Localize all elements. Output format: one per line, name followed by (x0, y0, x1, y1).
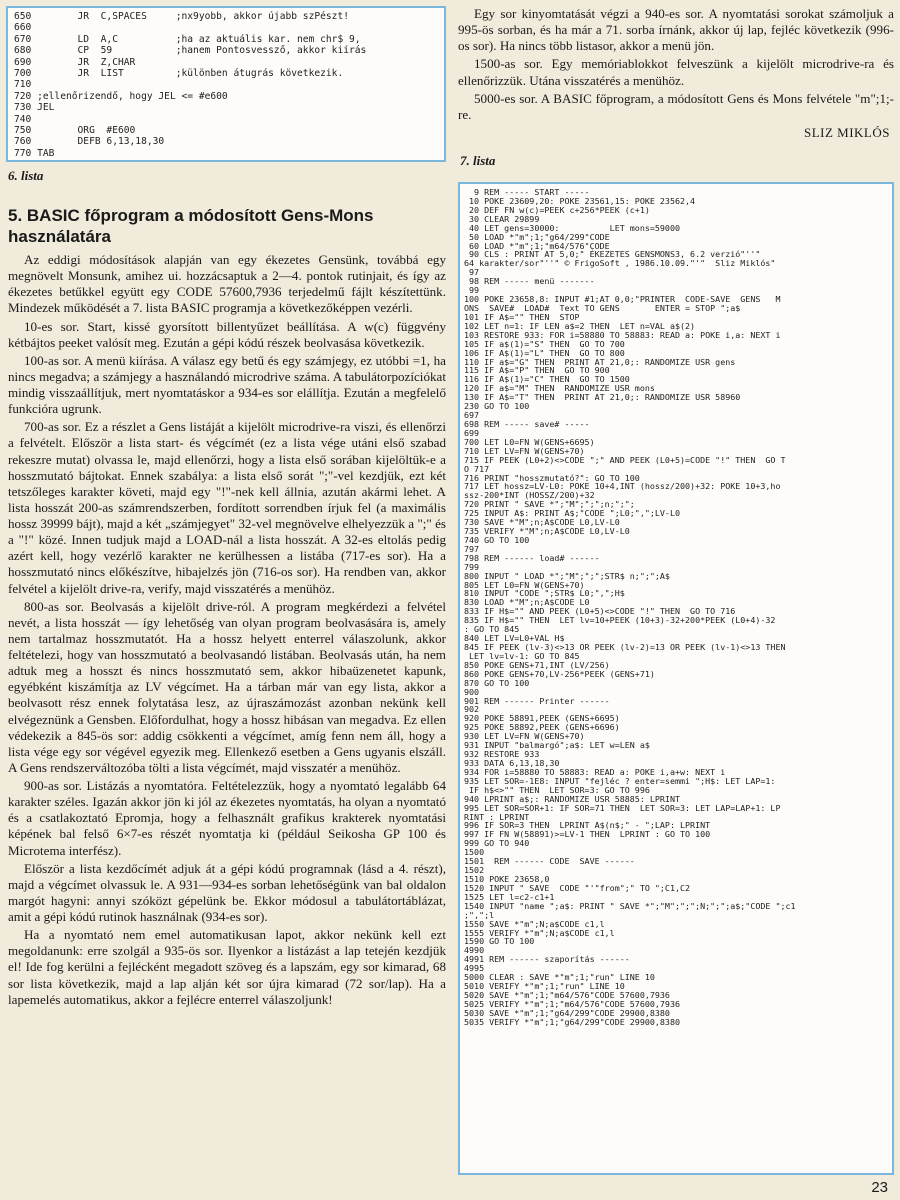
code-line: 115 IF A$="P" THEN GO TO 900 (464, 365, 610, 376)
code-line: 720 ;ellenőrizendő, hogy JEL <= #e600 (14, 90, 228, 102)
code-line: 40 LET gens=30000: LET mons=59000 (464, 222, 681, 233)
article-paragraph: 800-as sor. Beolvasás a kijelölt drive-ról. A program megkérdezi a felvétel nevét, a lista hosszát — így lehetőség van olyan program beolvasására is, amely nem tartalmaz hosszmutatót. Ha a hossz helyett enterrel válaszolunk, akkor feltételezi, hogy van hosszmutató a beolvasandó listában. Beolvasás után, ha nem adtuk meg a hosszt és nincs hosszmutató sem, akkor hibaüzenetet kapunk, egyébként kiszámítja az LV végcímet. Ha a tárban már van egy lista, akkor a beolvasott rész ennek folytatása lesz, az újraszámozást azonban nekünk kell elvégeznünk a Gensben. Előfordulhat, hogy a hossz hibásan van megadva. Ez ellen védekezik a 845-ös sor: addig csökkenti a végcímet, amíg fenn nem áll, hogy a lista vége egy sor végével egyezik meg. Ellenkező esetben a Gens ugyanis elszáll. A Gens rendszerváltozóba tölti a lista végcímét, majd visszatér a menühöz. (8, 598, 446, 775)
code-line: RINT : LPRINT (464, 811, 530, 822)
code-line: 670 LD A,C ;ha az aktuális kar. nem chr$ 9, (14, 33, 361, 45)
code-line: 840 LET LV=L0+VAL H$ (464, 633, 565, 644)
code-line: 103 RESTORE 933: FOR i=58880 TO 58883: READ a: POKE i,a: NEXT i (464, 329, 781, 340)
code-line: 680 CP 59 ;hanem Pontosvessző, akkor kiírás (14, 45, 367, 57)
code-listing-7 (458, 182, 894, 1175)
code-line: 997 IF FN W(58891)>=LV-1 THEN LPRINT : GO TO 100 (464, 829, 711, 840)
code-line: 716 PRINT "hosszmutató?": GO TO 100 (464, 472, 640, 483)
article-paragraph: 5000-es sor. A BASIC főprogram, a módosított Gens és Mons felvétele "m";1;-re. (458, 90, 894, 122)
code-line: 830 LOAD *"M";n;A$CODE L0 (464, 597, 590, 608)
code-line: 715 IF PEEK (L0+2)<>CODE ";" AND PEEK (L0+5)=CODE "!" THEN GO T (464, 454, 786, 465)
code-line: 1540 INPUT "name ";a$: PRINT " SAVE *";"M";";";N;";";a$;"CODE ";c1 (464, 900, 796, 911)
code-line: 930 LET LV=FN W(GENS+70) (464, 731, 585, 742)
code-line: 799 (464, 561, 480, 572)
code-line: LET lv=lv-1: GO TO 845 (464, 650, 580, 661)
article-paragraph: Egy sor kinyomtatását végzi a 940-es sor. A nyomtatási sorokat számoljuk a 995-ös sorban, és ha már a 71. sorba írnánk, akkor új lap, fejléc következik (996-os sor). Ha nincs több listasor, akkor a menü jön. (458, 6, 894, 54)
code-line: 102 LET n=1: IF LEN a$=2 THEN LET n=VAL a$(2) (464, 320, 696, 331)
code-line: 932 RESTORE 933 (464, 749, 540, 760)
code-line: 101 IF A$="" THEN STOP (464, 311, 580, 322)
code-line: 60 LOAD *"m";1;"m64/576"CODE (464, 240, 610, 251)
code-line: 1500 (464, 847, 485, 858)
code-line: 798 REM ------ load# ------ (464, 552, 600, 563)
code-line: 5030 SAVE *"m";1;"g64/299"CODE 29900,8380 (464, 1007, 670, 1018)
code-line: 105 IF a$(1)="S" THEN GO TO 700 (464, 338, 625, 349)
code-line: 835 IF H$="" THEN LET lv=10+PEEK (10+3)-32+200*PEEK (L0+4)-32 (464, 615, 776, 626)
code-line: ONS SAVE# LOAD# Text TO GENS ENTER = STOP ";a$ (464, 302, 741, 313)
code-line: 725 INPUT A$: PRINT A$;"CODE ";L0;",";LV-L0 (464, 508, 681, 519)
code-line: 850 POKE GENS+71,INT (LV/256) (464, 659, 610, 670)
code-line: 720 PRINT " SAVE *";"M";";";n;";"; (464, 499, 635, 510)
code-line: 98 REM ----- menü ------- (464, 276, 595, 287)
code-line: 900 (464, 686, 480, 697)
code-line: 5020 SAVE *"m";1;"m64/576"CODE 57600,7936 (464, 989, 670, 1000)
code-line: 64 karakter/sor"''" © FrigoSoft , 1986.10.09."'" Sliz Miklós" (464, 258, 776, 269)
code-line: 933 DATA 6,13,18,30 (464, 758, 560, 768)
article-paragraph: 700-as sor. Ez a részlet a Gens listáját a kijelölt microdrive-ra viszi, és ellenőrzi a felvételt. Először a lista start- és végcímét (ez a lista vége utáni első szabad rekeszre mutat) olvassa le, majd ellenőrzi, hogy a lista első sorában kijelöltük-e a hosszmutató bájtokat. Ennek szabálya: a lista első sorát ";"-vel kezdjük, ezt két tetszőleges karakter követi, majd egy "!"-nek kell állnia, azután akármi lehet. A lista hosszát 200-as számrendszerben, fordított sorrendben írjuk fel (a maximális hossz 39999 bájt), majd a két „számjegyet" 32-vel megnövelve elhelyezzük a ";" és a "!" közé. Innen tudjuk majd a LOAD-nál a lista hosszát. A 32-es eltolás pedig azért kell, hogy vezérlő karakter ne kerülhessen a listába (717-es sor). Ha a hosszmutató nincs előkészítve, hibajelzés jön (716-os sor). Ha rendben van, akkor felvétel a kijelölt drive-ra, verify, majd visszatérés a menühöz. (8, 419, 446, 596)
code-line: 710 (14, 79, 32, 91)
code-line: 833 IF H$="" AND PEEK (L0+5)<>CODE "!" THEN GO TO 716 (464, 606, 736, 617)
code-line: 1502 (464, 865, 485, 876)
code-line: 717 LET hossz=LV-L0: POKE 10+4,INT (hossz/200)+32: POKE 10+3,ho (464, 481, 781, 492)
code-line: 931 INPUT "balmargó";a$: LET w=LEN a$ (464, 740, 650, 751)
code-line: 30 CLEAR 29899 (464, 213, 540, 224)
code-line: 1520 INPUT " SAVE CODE "'"from";" TO ";C1,C2 (464, 882, 691, 893)
code-line: 810 INPUT "CODE ";STR$ L0;",";H$ (464, 588, 625, 599)
code-line: IF h$<>"" THEN LET SOR=3: GO TO 996 (464, 784, 650, 795)
code-line: 996 IF SOR=3 THEN LPRINT A$(n$;" - ";LAP: LPRINT (464, 820, 711, 831)
code-line: 940 LPRINT a$;: RANDOMIZE USR 58885: LPRINT (464, 793, 681, 804)
code-line: 700 JR LIST ;különben átugrás következik. (14, 68, 344, 80)
article-paragraph: 900-as sor. Listázás a nyomtatóra. Feltételezzük, hogy a nyomtató legalább 64 karakter széles. Igazán akkor jön ki jól az ékezetes nyomtatás, ha olyan a nyomtató és a csatlakoztató Epromja, hogy a felhasznált grafikus krakterek nyomtatási képének bal felső 6×7-es részét nyomtatja ki (például Seikosha GP 100 és Microtema interfész). (8, 778, 446, 858)
author-signature: SLIZ MIKLÓS (803, 125, 890, 140)
code-line: 5035 VERIFY *"m";1;"g64/299"CODE 29900,8380 (464, 1016, 681, 1027)
code-line: 5025 VERIFY *"m";1;"m64/576"CODE 57600,7936 (464, 998, 681, 1009)
code-line: 925 POKE 58892,PEEK (GENS+6696) (464, 722, 620, 733)
code-line: 690 JR Z,CHAR (14, 56, 136, 68)
code-line: 750 ORG #E600 (14, 125, 136, 137)
code-line: 1510 POKE 23658,0 (464, 873, 550, 884)
code-line: 1525 LET l=c2-c1+1 (464, 891, 555, 902)
code-listing-6 (6, 6, 446, 162)
code-line: 10 POKE 23609,20: POKE 23561,15: POKE 23562,4 (464, 195, 696, 206)
code-line: 99 (464, 285, 480, 296)
article-paragraph: Először a lista kezdőcímét adjuk át a gépi kódú programnak (lásd a 4. részt), majd a végcímet olvassuk le. A 931—934-es sorban lehetőségünk van bal oldalon margót hagyni: annyi szóközt gépelünk be. Ekkor módosul a tabulátortáblázat, amit a gépi kódú rutinok használnak (934-es sor). (8, 860, 446, 924)
code-line: : GO TO 845 (464, 624, 520, 635)
code-line: 110 IF a$="G" THEN PRINT AT 21,0;: RANDOMIZE USR gens (464, 356, 736, 367)
code-line: 735 VERIFY *"M";n;A$CODE L0,LV-L0 (464, 526, 630, 537)
code-line: 901 REM ------ Printer ------ (464, 695, 610, 706)
code-line: 699 (464, 427, 480, 438)
code-line: 995 LET SOR=SOR+1: IF SOR=71 THEN LET SOR=3: LET LAP=LAP+1: LP (464, 802, 781, 813)
code-line: 4995 (464, 963, 485, 974)
code-line: 650 JR C,SPACES ;nx9yobb, akkor újabb szPészt! (14, 11, 350, 22)
article-paragraph: Az eddigi módosítások alapján van egy ékezetes Gensünk, továbbá egy megnövelt Monsunk, amihez ui. hozzácsaptuk a 2—4. pontok rutinjait, és így az ékezetes betűkkel együtt egy CODE 57600,7936 terjedelmű fájlt készítettünk. Mindezek működését a 7. lista BASIC programja a következőképpen vezérli. (8, 252, 446, 316)
section-heading: 5. BASIC főprogram a módosított Gens-Mons használatára (8, 206, 374, 246)
code-line: 710 LET LV=FN W(GENS+70) (464, 445, 585, 456)
code-line: 120 IF a$="M" THEN RANDOMIZE USR mons (464, 383, 655, 394)
code-line: 999 GO TO 940 (464, 838, 530, 849)
code-line: 1555 VERIFY *"m";N;a$CODE c1,l (464, 927, 615, 938)
code-line: 1550 SAVE *"m";N;a$CODE c1,l (464, 918, 605, 929)
code-line: 50 LOAD *"m";1;"g64/299"CODE (464, 231, 610, 242)
code-line: 5000 CLEAR : SAVE *"m";1;"run" LINE 10 (464, 972, 655, 983)
code-line: 1501 REM ------ CODE SAVE ------ (464, 856, 635, 867)
code-line: 116 IF A$(1)="C" THEN GO TO 1500 (464, 374, 630, 385)
code-line: ;",";l (464, 909, 495, 920)
code-line: 130 IF A$="T" THEN PRINT AT 21,0;: RANDOMIZE USR 58960 (464, 392, 741, 403)
listing-7-caption: 7. lista (460, 153, 496, 168)
code-line: 20 DEF FN w(c)=PEEK c+256*PEEK (c+1) (464, 204, 650, 215)
code-line: 740 GO TO 100 (464, 534, 530, 545)
article-paragraph: 10-es sor. Start, kissé gyorsított billentyűzet beállítása. A w(c) függvény kétbájtos peeket valósít meg. Ezután a gépi kódú részek beolvasása következik. (8, 318, 446, 350)
code-line: 740 (14, 113, 32, 125)
page-number: 23 (871, 1179, 888, 1196)
code-line: 697 (464, 410, 480, 421)
code-line: 760 DEFB 6,13,18,30 (14, 136, 165, 148)
code-line: 1590 GO TO 100 (464, 936, 535, 947)
code-line: 730 JEL (14, 102, 55, 114)
code-line: 4990 (464, 945, 485, 956)
article-paragraph: 1500-as sor. Egy memóriablokkot felveszünk a kijelölt microdrive-ra és ellenőrizzük. Utána visszatérés a menühöz. (458, 56, 894, 88)
code-line: 770 TAB (14, 147, 55, 159)
code-line: 660 (14, 22, 32, 34)
article-paragraph: 100-as sor. A menü kiírása. A válasz egy betű és egy számjegy, ez utóbbi =1, ha nincs megadva; a számjegy a használandó microdrive száma. A tabulátorpozíciókat mindig visszaállítjuk, mert nyomtatáskor a 934-es sor elállítja. Ezután a megfelelő funkcióra ugrunk. (8, 352, 446, 417)
listing-6-caption: 6. lista (8, 168, 44, 183)
code-line: 4991 REM ------ szaporítás ------ (464, 954, 630, 965)
code-line: 797 (464, 543, 480, 554)
code-line: 9 REM ----- START ----- (464, 187, 590, 197)
code-line: 920 POKE 58891,PEEK (GENS+6695) (464, 713, 620, 724)
code-line: 870 GO TO 100 (464, 677, 530, 688)
code-line: 845 IF PEEK (lv-3)<>13 OR PEEK (lv-2)=13 OR PEEK (lv-1)<>13 THEN (464, 642, 786, 653)
code-line: 860 POKE GENS+70,LV-256*PEEK (GENS+71) (464, 668, 655, 679)
article-right-column (458, 6, 894, 123)
code-line: 5010 VERIFY *"m";1;"run" LINE 10 (464, 981, 625, 992)
article-left-column (8, 252, 446, 1008)
code-line: 730 SAVE *"M";n;A$CODE L0,LV-L0 (464, 517, 620, 528)
code-line: 230 GO TO 100 (464, 401, 530, 412)
code-line: 934 FOR i=58880 TO 58883: READ a: POKE i,a+w: NEXT i (464, 766, 726, 777)
code-line: 800 INPUT " LOAD *";"M";";";STR$ n;";";A$ (464, 570, 670, 581)
code-line: ssz-200*INT (HOSSZ/200)+32 (464, 490, 595, 501)
code-line: 100 POKE 23658,8: INPUT #1;AT 0,0;"PRINTER CODE-SAVE GENS M (464, 294, 781, 305)
code-line: 90 CLS : PRINT AT 5,0;" ÉKEZETES GENSMONS3, 6.2 verzió"''" (464, 249, 761, 260)
article-paragraph: Ha a nyomtató nem emel automatikusan lapot, akkor nekünk kell ezt megoldanunk: erre szolgál a 935-ös sor. Ilyenkor a listázást a lap tetején kezdjük el! Ide fog kerülni a fejlécként megadott szöveg és a lapszám, egy sor kimarad, 68 sor lista következik, majd a lap alján két sor újra kimarad (72 sor/lap). Ha a lapemelés automatikus, akkor a fejlécre enterrel válaszoljunk! (8, 927, 446, 1007)
code-line: 805 LET L0=FN W(GENS+70) (464, 579, 585, 590)
code-line: O 717 (464, 463, 490, 474)
code-line: 698 REM ----- save# ----- (464, 418, 590, 429)
code-line: 902 (464, 704, 480, 715)
code-line: 935 LET SOR=-1E8: INPUT "fejléc ? enter=semmi ";H$: LET LAP=1: (464, 775, 776, 786)
code-line: 106 IF A$(1)="L" THEN GO TO 800 (464, 347, 625, 358)
code-line: 97 (464, 267, 480, 278)
code-line: 700 LET L0=FN W(GENS+6695) (464, 436, 595, 447)
